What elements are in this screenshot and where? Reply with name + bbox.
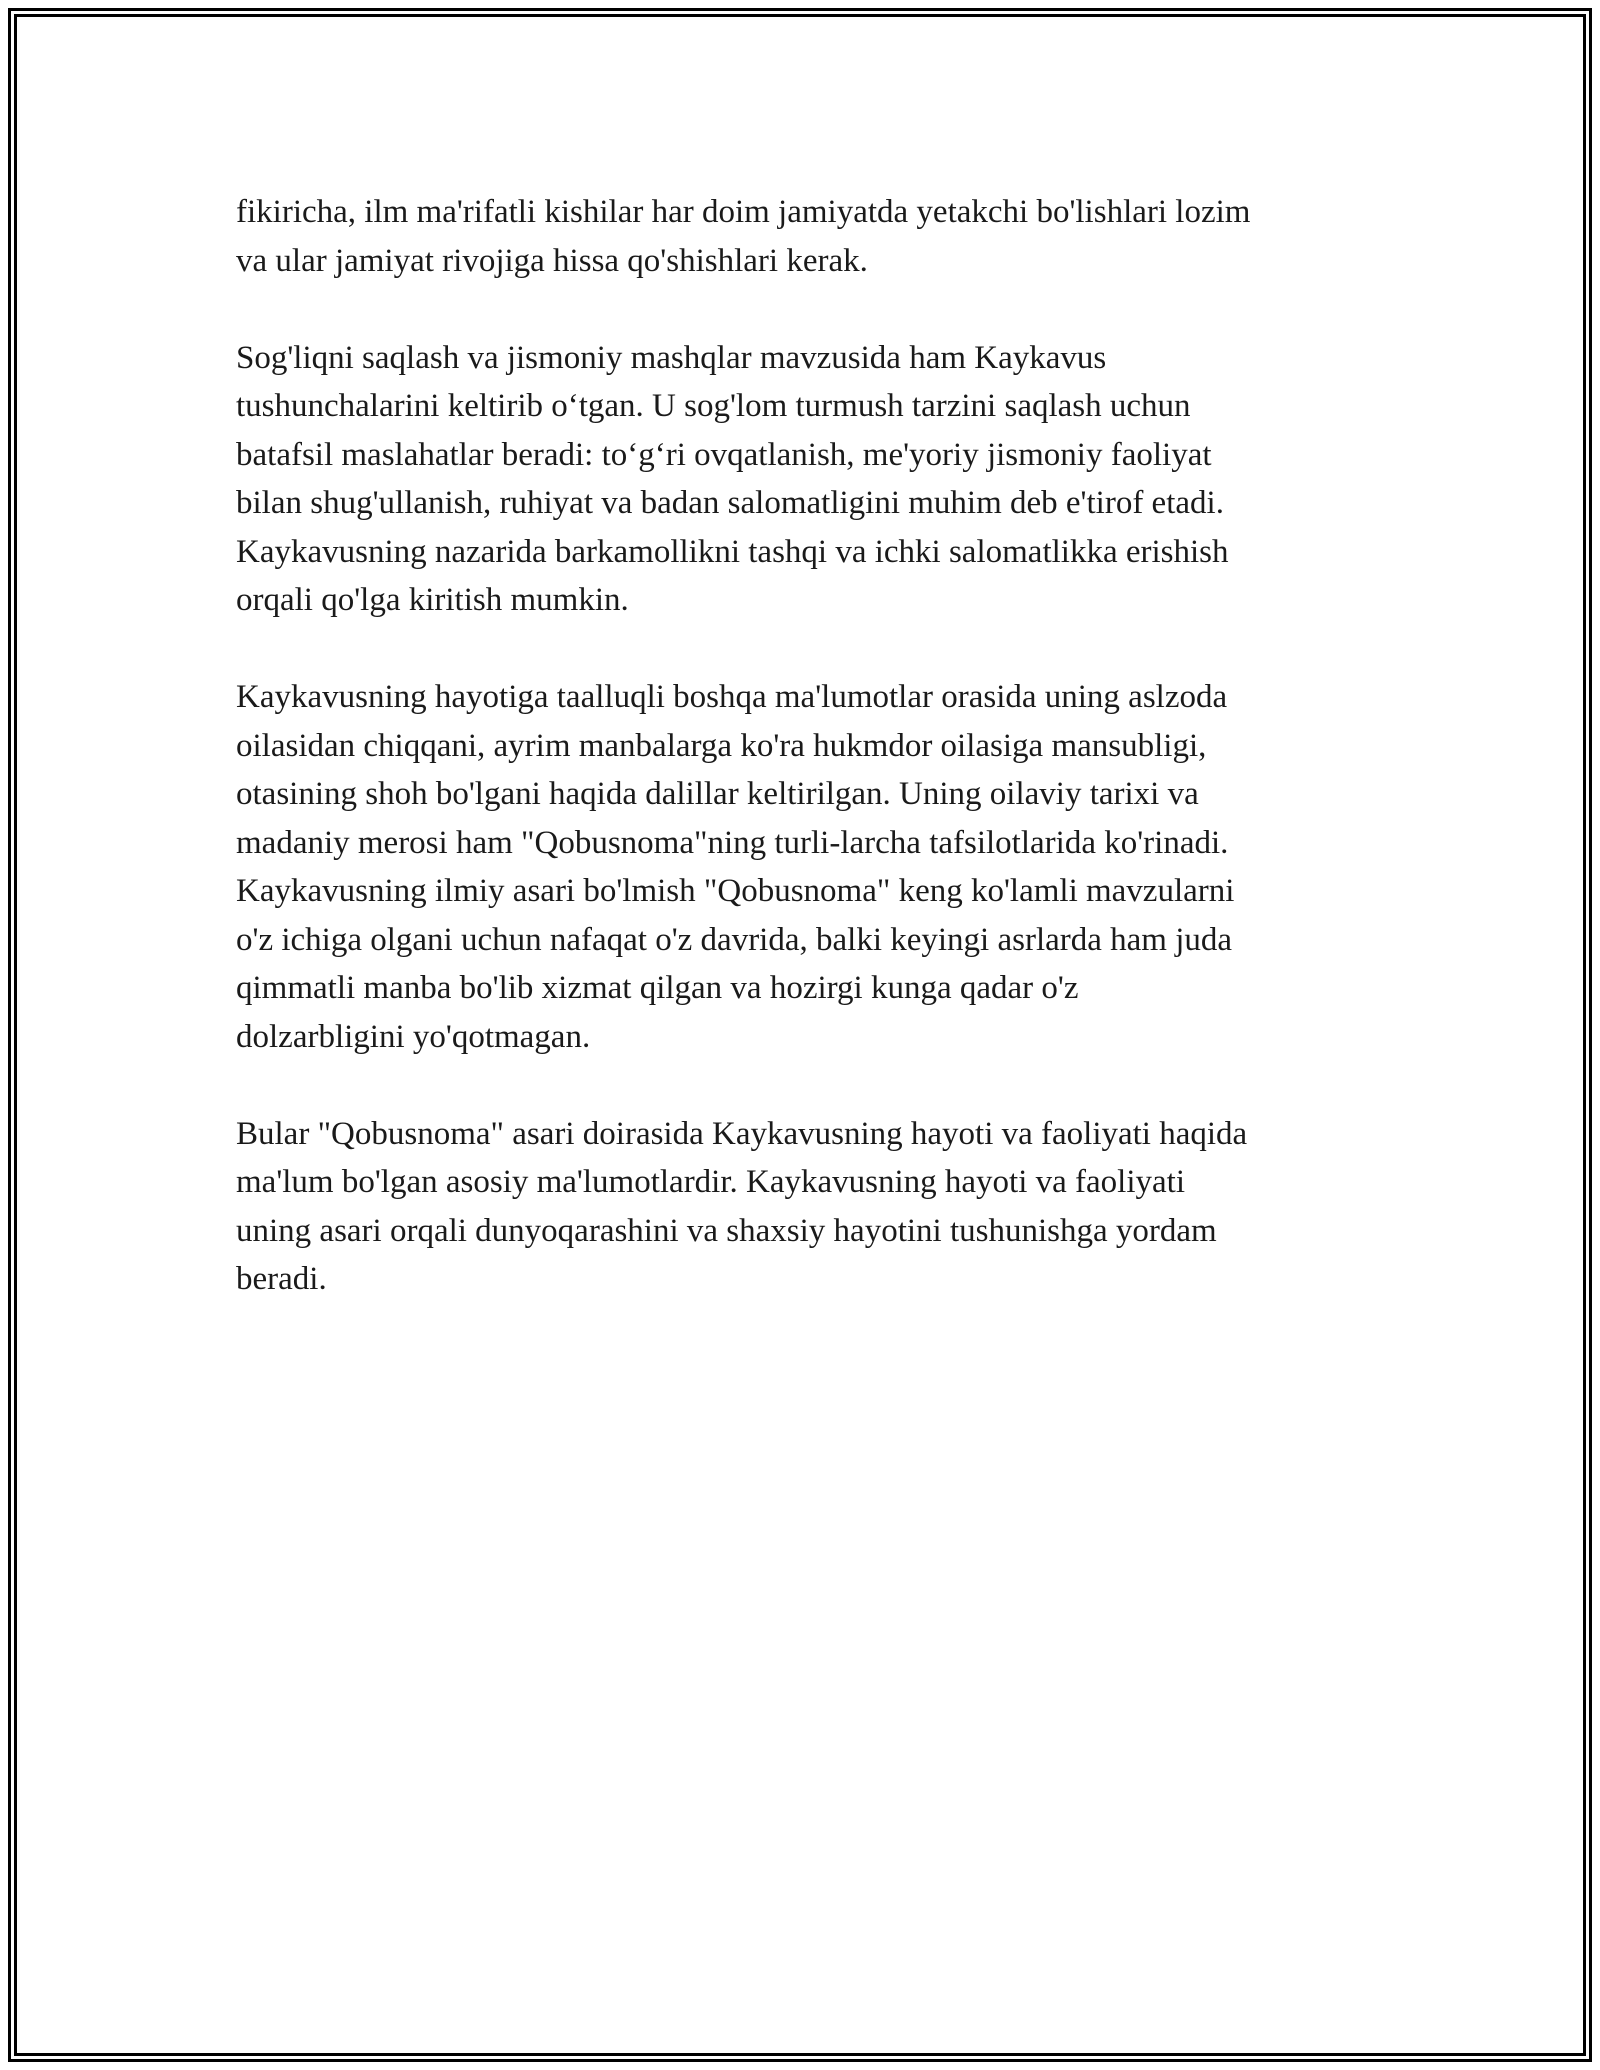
text-line: tushunchalarini keltirib o‘tgan. U sog'lom turmush tarzini saqlash uchun bbox=[236, 388, 1191, 424]
text-line: Kaykavusning hayotiga taalluqli boshqa ma'lumotlar orasida uning aslzoda bbox=[236, 679, 1228, 715]
paragraph-3 bbox=[236, 673, 1396, 1061]
text-line: otasining shoh bo'lgani haqida dalillar keltirilgan. Uning oilaviy tarixi va bbox=[236, 776, 1199, 812]
text-line: batafsil maslahatlar beradi: to‘g‘ri ovqatlanish, me'yoriy jismoniy faoliyat bbox=[236, 436, 1212, 473]
text-line: Bular "Qobusnoma" asari doirasida Kaykavusning hayoti va faoliyati haqida bbox=[236, 1115, 1248, 1152]
paragraph-4 bbox=[236, 1110, 1396, 1304]
text-line: orqali qo'lga kiritish mumkin. bbox=[236, 582, 629, 618]
text-line: beradi. bbox=[236, 1261, 327, 1297]
text-line: uning asari orqali dunyoqarashini va shaxsiy hayotini tushunishga yordam bbox=[236, 1212, 1217, 1249]
text-line: qimmatli manba bo'lib xizmat qilgan va hozirgi kunga qadar o'z bbox=[236, 970, 1079, 1006]
text-line: madaniy merosi ham "Qobusnoma"ning turli-larcha tafsilotlarida ko'rinadi. bbox=[236, 824, 1229, 861]
text-line: fikiricha, ilm ma'rifatli kishilar har doim jamiyatda yetakchi bo'lishlari lozim bbox=[236, 194, 1251, 230]
paragraph-1 bbox=[236, 188, 1396, 285]
text-line: oilasidan chiqqani, ayrim manbalarga ko'ra hukmdor oilasiga mansubligi, bbox=[236, 727, 1207, 764]
text-line: dolzarbligini yo'qotmagan. bbox=[236, 1018, 591, 1055]
text-line: ma'lum bo'lgan asosiy ma'lumotlardir. Kaykavusning hayoti va faoliyati bbox=[236, 1164, 1185, 1200]
text-line: Sog'liqni saqlash va jismoniy mashqlar mavzusida ham Kaykavus bbox=[236, 339, 1107, 376]
text-line: va ular jamiyat rivojiga hissa qo'shishlari kerak. bbox=[236, 242, 868, 279]
text-line: Kaykavusning ilmiy asari bo'lmish "Qobusnoma" keng ko'lamli mavzularni bbox=[236, 873, 1235, 909]
text-line: Kaykavusning nazarida barkamollikni tashqi va ichki salomatlikka erishish bbox=[236, 533, 1229, 570]
paragraph-2 bbox=[236, 334, 1396, 625]
text-line: o'z ichiga olgani uchun nafaqat o'z davrida, balki keyingi asrlarda ham juda bbox=[236, 921, 1233, 958]
text-line: bilan shug'ullanish, ruhiyat va badan salomatligini muhim deb e'tirof etadi. bbox=[236, 485, 1224, 521]
document-body bbox=[236, 188, 1396, 1352]
